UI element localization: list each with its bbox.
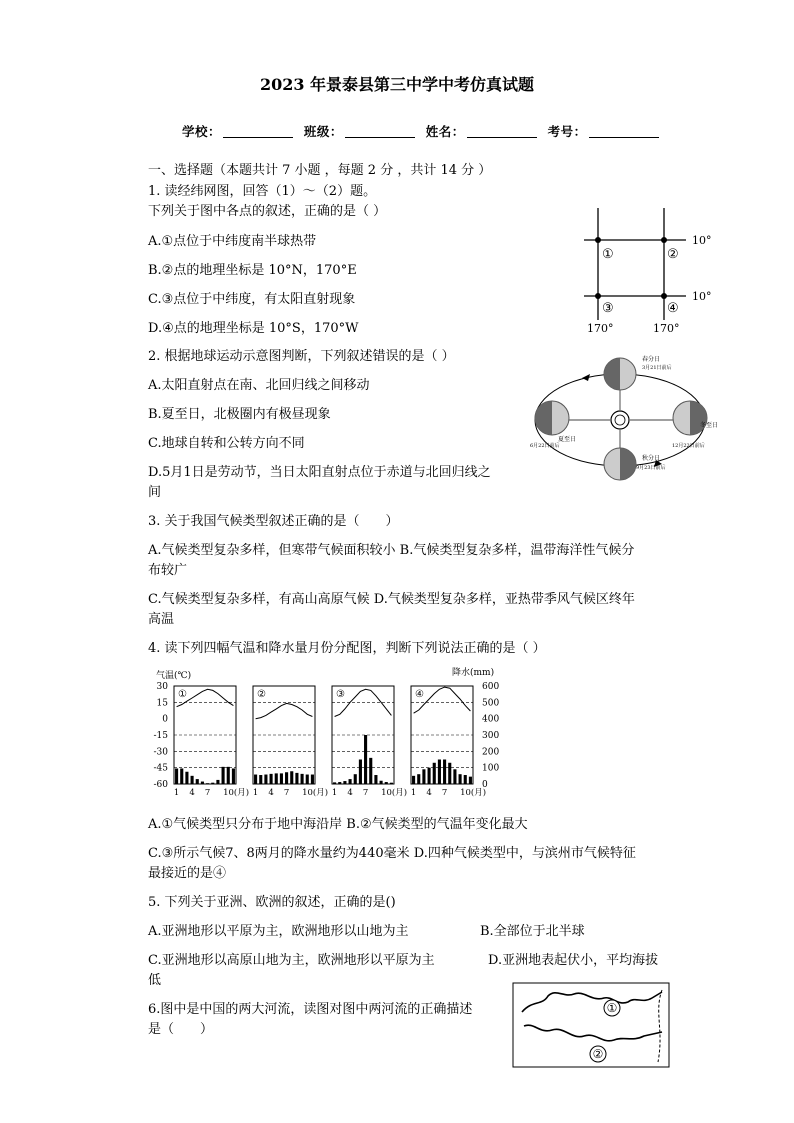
precip-bar [232,768,235,784]
spring-label: 春分日 [642,356,661,363]
q6-stem-cont: 是（ ） [148,1022,214,1037]
precip-bar [270,774,273,784]
precip-bar [390,783,393,784]
precip-tick-label: 500 [482,698,500,709]
precip-bar [280,773,283,784]
precip-bar [185,772,188,784]
temp-tick-label: 15 [156,698,168,709]
q1-sub: 下列关于图中各点的叙述，正确的是（ ） [148,204,387,219]
month-tick-label: 1 [252,788,259,798]
month-tick-label: 4 [426,788,432,798]
precip-bar [227,767,230,784]
name-blank[interactable] [467,125,537,138]
precip-bar [464,775,467,784]
graticule-point-4: ④ [667,301,679,316]
earth-spring-icon [604,358,636,390]
month-tick-label: 4 [347,788,353,798]
q2-stem: 2. 根据地球运动示意图判断，下列叙述错误的是（ ） [148,349,455,364]
river-2-label: ② [592,1047,604,1061]
precip-bar [349,779,352,784]
precip-bar [359,760,362,785]
graticule-lat-bottom: 10° [692,290,712,303]
temp-axis-label: 气温(℃) [156,671,192,681]
graticule-lon-left: 170° [587,322,614,335]
q4-stem: 4. 读下列四幅气温和降水量月份分配图，判断下列说法正确的是（ ） [148,641,546,656]
temp-tick-label: -15 [153,731,168,741]
precip-bar [428,768,431,784]
q5-stem: 5. 下列关于亚洲、欧洲的叙述，正确的是() [148,895,396,910]
temp-tick-label: 0 [162,714,168,725]
precip-bar [417,774,420,784]
precip-bar [206,783,209,784]
precip-bar [374,775,377,784]
precip-bar [254,775,257,784]
q1-option-b: B.②点的地理坐标是 10°N，170°E [148,263,357,278]
month-tick-label: 1 [331,788,338,798]
q5-option-d: D.亚洲地表起伏小，平均海拔 [488,953,659,968]
q3-option-cd-cont: 高温 [148,612,175,627]
month-tick-label: 1 [173,788,180,798]
precip-bar [453,769,456,784]
temp-tick-label: -60 [153,780,168,790]
q1-option-c: C.③点位于中纬度，有太阳直射现象 [148,292,356,307]
precip-bar [433,763,436,784]
precip-bar [438,760,441,785]
precip-bar [211,783,214,784]
river-1-label: ① [606,1001,618,1015]
precip-tick-label: 200 [482,747,500,758]
earth-summer-icon [535,401,569,435]
q2-option-d-cont: 间 [148,485,162,500]
summer-label: 夏至日 [558,436,577,443]
rivers-figure [512,982,670,1068]
month-tick-label: 7 [283,788,290,798]
month-tick-label: 10(月) [460,788,487,798]
graticule-point-3: ③ [602,301,614,316]
q5-option-b: B.全部位于北半球 [480,924,585,939]
precip-tick-label: 0 [482,780,488,790]
q6-stem: 6.图中是中国的两大河流，读图对图中两河流的正确描述 [148,1002,473,1017]
precip-bar [338,782,341,784]
q3-option-ab: A.气候类型复杂多样，但寒带气候面积较小 B.气候类型复杂多样，温带海洋性气候分 [148,543,635,558]
q3-stem: 3. 关于我国气候类型叙述正确的是（ ） [148,514,399,529]
school-blank[interactable] [223,125,293,138]
graticule-lat-top: 10° [692,234,712,247]
student-info-row [182,122,665,140]
exam-title: 2023 年景泰县第三中学中考仿真试题 [259,75,535,94]
precip-bar [301,774,304,784]
precip-bar [364,735,367,784]
class-blank[interactable] [345,125,415,138]
graticule-figure [582,206,722,338]
precip-bar [290,771,293,784]
precip-bar [380,781,383,784]
precip-bar [311,775,314,784]
q2-option-a: A.太阳直射点在南、北回归线之间移动 [148,378,370,393]
sun-icon [611,411,629,429]
precip-bar [216,780,219,784]
precip-bar [443,760,446,785]
name-label: 姓名： [425,124,465,139]
precip-bar [369,758,372,784]
month-tick-label: 4 [189,788,195,798]
precip-bar [469,777,472,784]
class-label: 班级： [303,124,343,139]
climate-panel [174,686,249,798]
spring-date: 3月21日前后 [642,365,672,371]
q3-option-ab-cont: 布较广 [148,563,188,578]
graticule-lon-right: 170° [653,322,680,335]
climate-panel-label: ① [178,689,187,700]
section-heading: 一、选择题（本题共计 7 小题 ，每题 2 分 ，共计 14 分 ） [148,163,492,178]
precip-bar [201,782,204,784]
precip-bar [333,782,336,784]
q4-option-cd-cont: 最接近的是④ [148,866,227,881]
temp-tick-label: 30 [156,682,168,692]
precip-bar [175,768,178,784]
graticule-point-1: ① [602,247,614,262]
precip-bar [191,776,194,784]
precip-bar [459,774,462,784]
autumn-label: 秋分日 [642,455,661,462]
q1-stem: 1. 读经纬网图，回答（1）～（2）题。 [148,184,377,199]
month-tick-label: 10(月) [381,788,408,798]
precip-tick-label: 100 [482,763,500,774]
q3-option-cd: C.气候类型复杂多样，有高山高原气候 D.气候类型复杂多样，亚热带季风气候区终年 [148,592,635,607]
precip-axis-label: 降水(mm) [452,668,495,678]
precip-bar [385,782,388,784]
summer-date: 6月22日前后 [530,443,560,449]
climate-chart [148,664,504,804]
q2-option-c: C.地球自转和公转方向不同 [148,436,305,451]
earth-orbit-figure [522,348,722,490]
precip-bar [222,767,225,784]
graticule-point-2: ② [667,247,679,262]
number-blank[interactable] [589,125,659,138]
q2-option-d: D.5月1日是劳动节，当日太阳直射点位于赤道与北回归线之 [148,465,491,480]
month-tick-label: 10(月) [302,788,329,798]
climate-panel-label: ③ [336,689,345,700]
precip-bar [412,776,415,784]
precip-bar [306,775,309,784]
winter-label: 冬至日 [700,422,719,429]
school-label: 学校： [182,124,222,139]
precip-bar [343,781,346,784]
month-tick-label: 7 [441,788,448,798]
month-tick-label: 7 [204,788,211,798]
q1-option-a: A.①点位于中纬度南半球热带 [148,234,317,249]
temp-tick-label: -30 [153,747,168,758]
precip-bar [354,774,357,784]
month-tick-label: 10(月) [223,788,250,798]
precip-bar [196,779,199,784]
precip-bar [259,775,262,784]
month-tick-label: 1 [410,788,417,798]
precip-tick-label: 300 [482,731,500,741]
q1-option-d: D.④点的地理坐标是 10°S，170°W [148,321,359,336]
q5-option-d-cont: 低 [148,973,162,988]
winter-date: 12月22日前后 [672,443,705,449]
q2-option-b: B.夏至日，北极圈内有极昼现象 [148,407,331,422]
climate-panel [332,686,407,798]
precip-bar [448,763,451,784]
precip-tick-label: 400 [482,714,500,725]
month-tick-label: 4 [268,788,274,798]
q4-option-ab: A.①气候类型只分布于地中海沿岸 B.②气候类型的气温年变化最大 [148,817,528,832]
precip-bar [264,775,267,784]
temp-tick-label: -45 [153,763,168,774]
number-label: 考号： [547,124,587,139]
q4-option-cd: C.③所示气候7、8两月的降水量约为440毫米 D.四种气候类型中，与滨州市气候特征 [148,846,636,861]
climate-panel-label: ④ [415,689,424,700]
autumn-date: 9月23日前后 [636,465,666,471]
earth-autumn-icon [604,448,636,480]
precip-bar [285,772,288,784]
month-tick-label: 7 [362,788,369,798]
climate-panel-label: ② [257,689,266,700]
precip-bar [422,769,425,784]
earth-winter-icon [673,401,707,435]
precip-tick-label: 600 [482,682,500,692]
q5-option-c: C.亚洲地形以高原山地为主，欧洲地形以平原为主 [148,953,435,968]
precip-bar [180,768,183,784]
precip-bar [275,773,278,784]
climate-panel [253,686,328,798]
precip-bar [295,773,298,784]
climate-panel [411,686,486,798]
q5-option-a: A.亚洲地形以平原为主，欧洲地形以山地为主 [148,924,409,939]
